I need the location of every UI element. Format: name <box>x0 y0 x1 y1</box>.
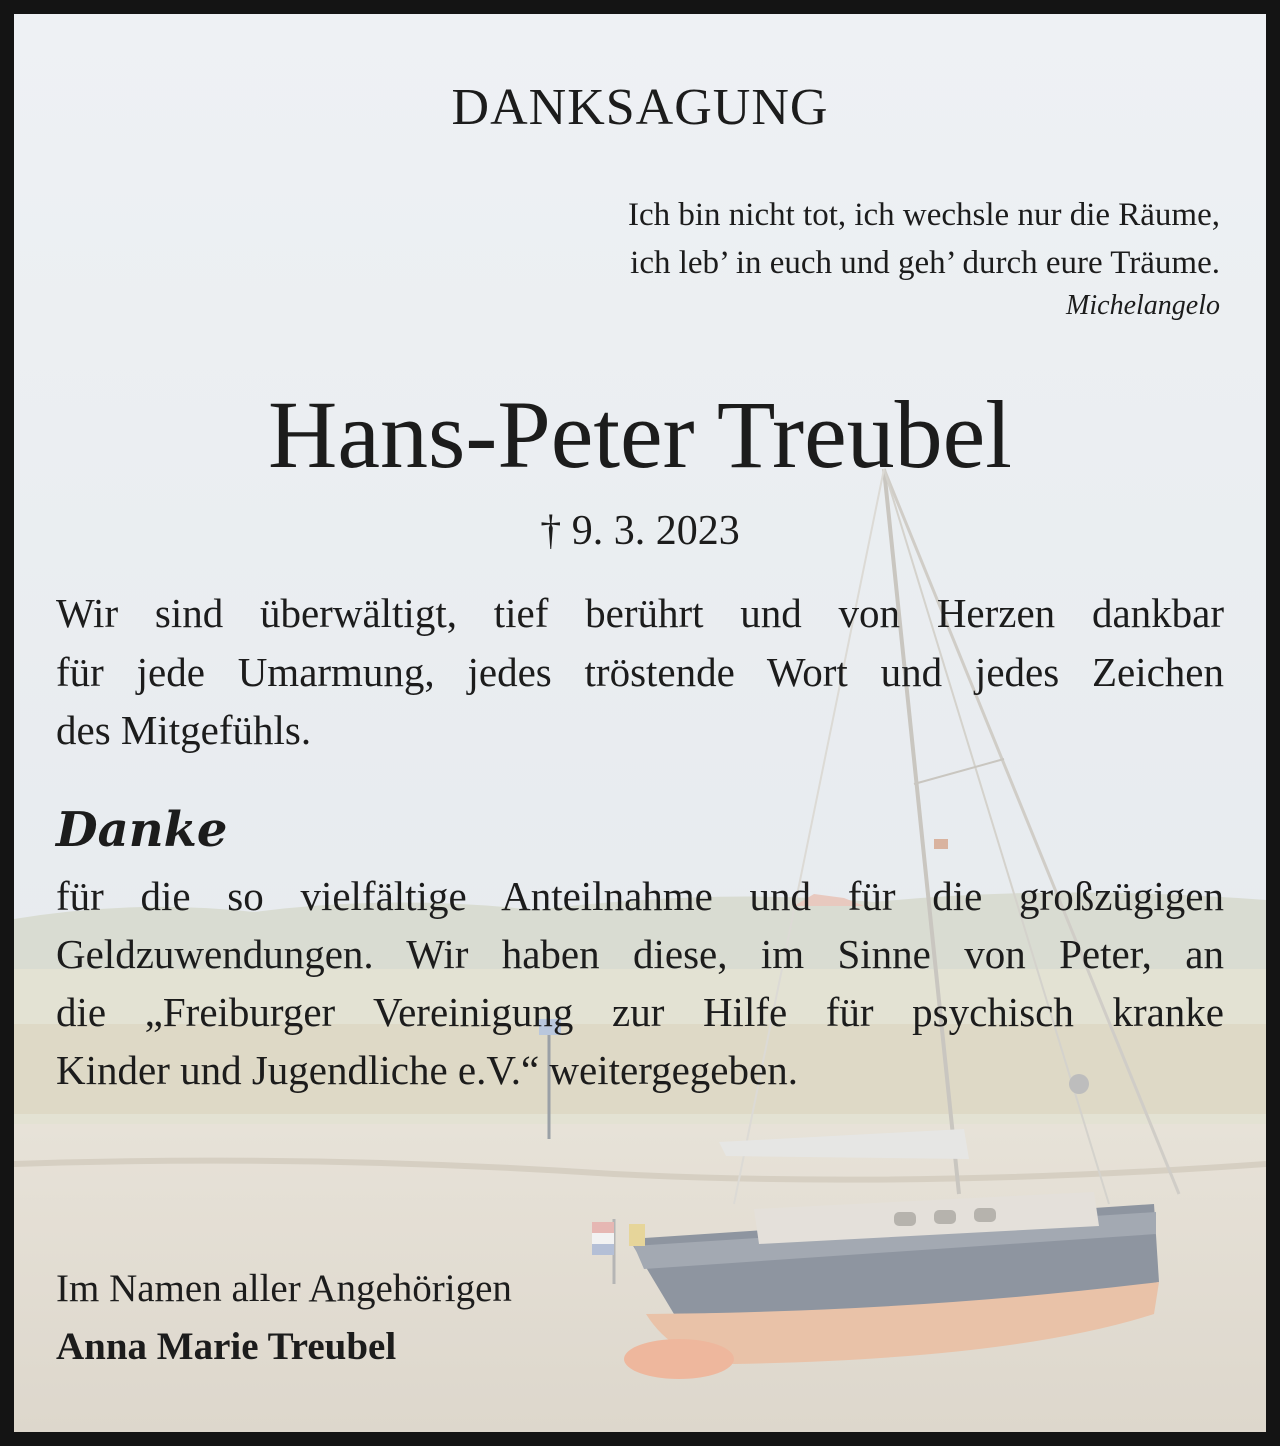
deceased-name: Hans-Peter Treubel <box>268 381 1012 488</box>
thanks-line: Kinder und Jugendliche e.V.“ weitergegeben. <box>56 1047 798 1093</box>
quote-line: Ich bin nicht tot, ich wechsle nur die Räume, <box>627 197 1220 233</box>
intro-line: Wir sind überwältigt, tief berührt und von Herzen dankbar <box>56 590 1224 636</box>
thanks-line: die „Freiburger Vereinigung zur Hilfe für psychisch kranke <box>56 989 1224 1035</box>
thanks-line: Geldzuwendungen. Wir haben diese, im Sinne von Peter, an <box>56 931 1224 977</box>
intro-line: für jede Umarmung, jedes tröstende Wort und jedes Zeichen <box>56 649 1224 695</box>
page-title: DANKSAGUNG <box>451 79 829 136</box>
thanks-heading: Danke <box>56 802 228 858</box>
quote-line: ich leb’ in euch und geh’ durch eure Träume. <box>630 245 1220 281</box>
thanks-line: für die so vielfältige Anteilnahme und für die großzügigen <box>56 873 1224 919</box>
quote-author: Michelangelo <box>1066 290 1220 321</box>
intro-line: des Mitgefühls. <box>56 707 312 753</box>
signature-name: Anna Marie Treubel <box>56 1325 397 1368</box>
signature-line: Im Namen aller Angehörigen <box>56 1267 512 1310</box>
death-date: † 9. 3. 2023 <box>540 508 740 554</box>
